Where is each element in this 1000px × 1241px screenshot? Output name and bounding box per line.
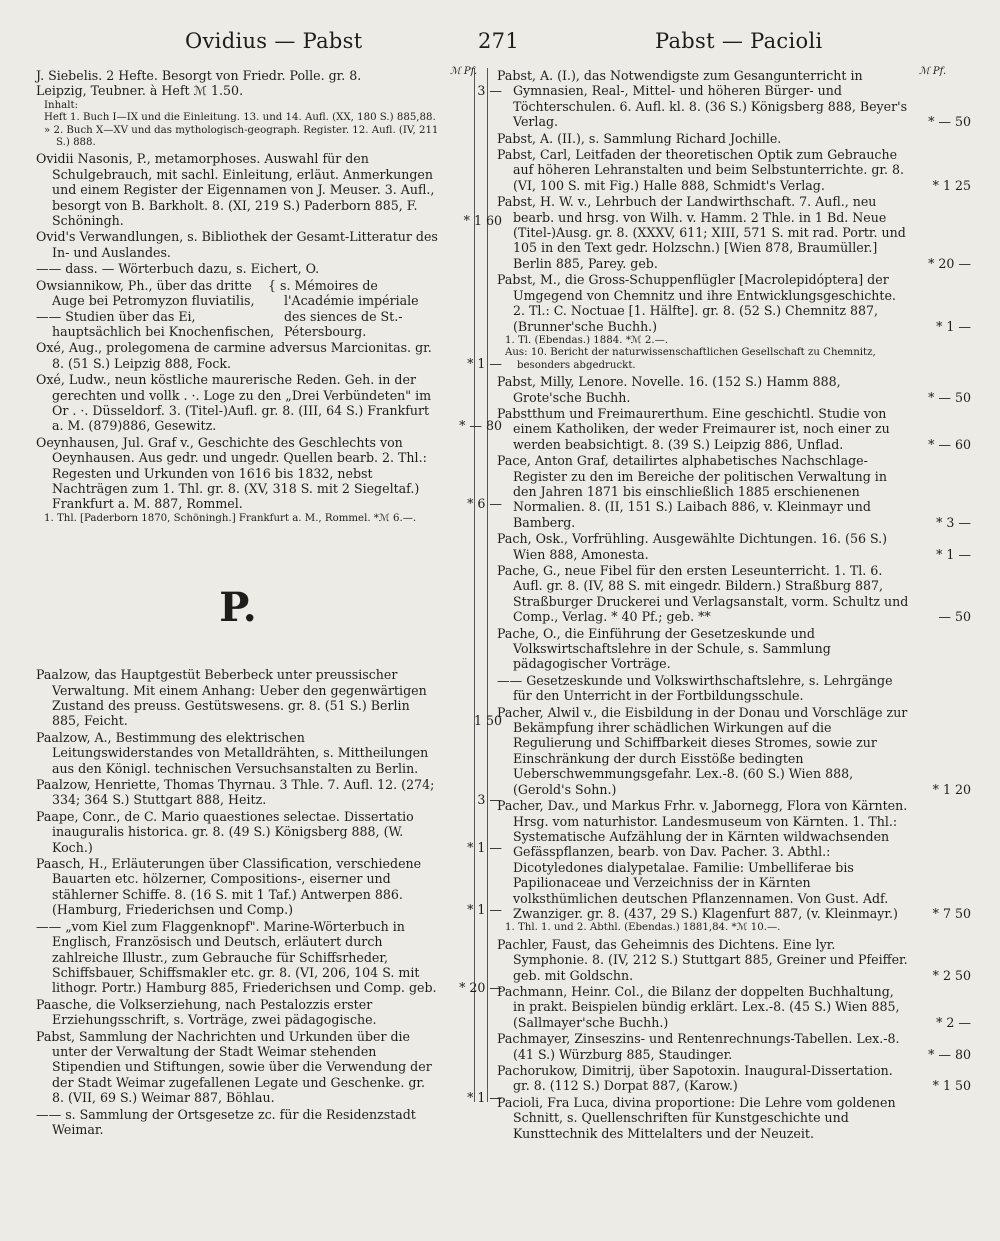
- catalog-entry: [497, 194, 971, 271]
- catalog-entry: [36, 261, 440, 276]
- catalog-entry: [497, 1031, 971, 1062]
- catalog-entry: [497, 453, 971, 530]
- catalog-entry: [36, 434, 502, 512]
- entry-text: Owsiannikow, Ph., über das dritte Auge bei Petromyzon fluviatilis,: [36, 277, 255, 309]
- catalog-entry: [497, 1063, 971, 1094]
- price: 3 —: [477, 83, 502, 99]
- entry-text: Pabst, Sammlung der Nachrichten und Urkunden über die unter der Verwaltung der Stadt Weimar stehenden Stipendien und Stiftungen, sowie über die Verwendung der der Stadt Weimar zugefallenen Legate und Geschenke. gr. 8. (VII, 69 S.) Weimar 887, Böhlau.: [36, 1028, 432, 1106]
- entry-text: Pacioli, Fra Luca, divina proportione: Die Lehre vom goldenen Schnitt, s. Quellenschriften für Kunstgeschichte und Kunsttechnik des Mittelalters und der Neuzeit.: [497, 1094, 896, 1141]
- price: * 1 —: [467, 1090, 502, 1106]
- entry-text: —— Gesetzeskunde und Volkswirthschaftslehre, s. Lehrgänge für den Unterricht in der Fortbildungsschule.: [497, 672, 893, 704]
- left-column: [36, 68, 502, 1138]
- entry-text: Pabst, Carl, Leitfaden der theoretischen Optik zum Gebrauche auf höheren Lehranstalten und beim Selbstunterrichte. gr. 8. (VI, 100 S. mit Fig.) Halle 888, Schmidt's Verlag.: [497, 147, 905, 193]
- entry-text: 1. Thl. [Paderborn 1870, Schöningh.] Frankfurt a. M., Rommel. *ℳ 6.—.: [44, 512, 417, 524]
- price: 3 —: [477, 792, 502, 808]
- price: * — 60: [928, 436, 971, 452]
- entry-note: [505, 922, 909, 934]
- catalog-entry: [497, 798, 971, 921]
- price: — 50: [938, 609, 971, 625]
- catalog-entry: [36, 68, 502, 99]
- catalog-entry: [36, 777, 502, 808]
- catalog-entry: [497, 704, 971, 797]
- price: * 2 —: [936, 1014, 971, 1030]
- entry-text: Pace, Anton Graf, detailirtes alphabetisches Nachschlage-Register zu den im Bereiche der politischen Verwaltung in den Jahren 1871 bis einschließlich 1885 erschienenen Normalien. 8. (II, 151 S.) Laibach 886, v. Kleinmayr und Bamberg.: [497, 453, 887, 530]
- entry-text: 1. Tl. (Ebendas.) 1884. *ℳ 2.—.: [505, 334, 669, 346]
- price: * 6 —: [467, 496, 502, 512]
- entry-text: Pach, Osk., Vorfrühling. Ausgewählte Dichtungen. 16. (56 S.) Wien 888, Amonesta.: [497, 531, 888, 562]
- catalog-entry: [36, 808, 502, 855]
- catalog-entry: [497, 936, 971, 983]
- price: * — 50: [928, 114, 971, 130]
- catalog-entry: [497, 626, 909, 672]
- price: * 1 —: [467, 902, 502, 918]
- entry-text: Pache, G., neue Fibel für den ersten Leseunterricht. 1. Tl. 6. Aufl. gr. 8. (IV, 88 S. mit eingedr. Bildern.) Straßburg 887, Straßburger Druckerei und Verlagsanstalt, vorm. Schultz und Comp., Verlag. * 40 Pf.; geb. **: [497, 563, 909, 625]
- price: * 7 50: [932, 905, 971, 921]
- catalog-entry: [36, 340, 502, 371]
- running-head-left: Ovidius — Pabst: [185, 29, 363, 53]
- entry-text: Pachmann, Heinr. Col., die Bilanz der doppelten Buchhaltung, in prakt. Beispielen bündig erklärt. Lex.-8. (45 S.) Wien 885, (Sallmayer'sche Buchh.): [497, 983, 900, 1030]
- catalog-entry: [497, 374, 971, 405]
- catalog-entry: [497, 147, 971, 193]
- catalog-entry: [497, 1095, 909, 1141]
- catalog-entry: [36, 1107, 440, 1138]
- price: * 2 50: [932, 967, 971, 983]
- price: * 20 —: [928, 255, 971, 271]
- entry-note: [44, 100, 440, 150]
- entry-text: Pabstthum und Freimaurerthum. Eine geschichtl. Studie von einem Katholiken, der weder Freimaurer ist, noch einer zu werden beabsichtigt. 8. (39 S.) Leipzig 886, Unflad.: [497, 405, 890, 452]
- entry-text: —— Studien über das Ei, hauptsächlich bei Knochenfischen,: [36, 308, 275, 339]
- entry-text: Pabst, Milly, Lenore. Novelle. 16. (152 S.) Hamm 888, Grote'sche Buchh.: [497, 374, 841, 405]
- entry-text: Oxé, Aug., prolegomena de carmine adversus Marcionitas. gr. 8. (51 S.) Leipzig 888, Fock.: [36, 340, 432, 371]
- catalog-entry: [36, 278, 440, 340]
- price: * 20 —: [459, 980, 502, 996]
- entry-text: Pabst, A. (II.), s. Sammlung Richard Jochille.: [497, 130, 782, 146]
- entry-text: Pacher, Dav., und Markus Frhr. v. Jabornegg, Flora von Kärnten. Hrsg. vom naturhistor. Landesmuseum von Kärnten. 1. Thl.: Systematische Aufzählung der in Kärnten wildwachsenden Gefässpflanzen, bearb. von Dav. Pacher. 3. Abthl.: Dicotyledones dialypetalae. Familie: Umbelliferae bis Papilionaceae und Verzeichniss der in Kärnten volksthümlichen deutschen Pflanzennamen. Von Gust. Adf. Zwanziger. gr. 8. (437, 29 S.) Klagenfurt 887, (v. Kleinmayr.): [497, 798, 908, 921]
- catalog-entry: [36, 730, 440, 776]
- price: * 1 —: [936, 546, 971, 562]
- entry-text: Paasche, die Volkserziehung, nach Pestalozzis erster Erziehungsschrift, s. Vorträge, zwei pädagogische.: [36, 996, 377, 1028]
- catalog-entry: [36, 229, 440, 260]
- entry-text: —— s. Sammlung der Ortsgesetze zc. für die Residenzstadt Weimar.: [36, 1106, 416, 1137]
- brace-note: { s. Mémoires de l'Académie impériale des siences de St.-Pétersbourg.: [268, 277, 419, 339]
- catalog-entry: [497, 405, 971, 452]
- entry-text: Paasch, H., Erläuterungen über Classification, verschiedene Bauarten etc. hölzerner, Compositions-, eiserner und stählerner Schiffe. 8. (16 S. mit 1 Taf.) Antwerpen 886. (Hamburg, Friederichsen und Comp.): [36, 856, 422, 918]
- running-head-right: Pabst — Pacioli: [655, 29, 823, 53]
- price: * 1 —: [467, 839, 502, 855]
- entry-text: Pacher, Alwil v., die Eisbildung in der Donau und Vorschläge zur Bekämpfung ihrer schädlichen Wirkungen auf die Regulierung und Schiffbarkeit dieses Stromes, sowie zur Einschränkung der durch Eisstöße bedingten Ueberschwemmungsgefahr. Lex.-8. (60 S.) Wien 888, (Gerold's Sohn.): [497, 704, 908, 797]
- price: * 1 60: [463, 213, 502, 229]
- entry-note: [505, 335, 909, 372]
- catalog-entry: [36, 372, 502, 434]
- price: * 1 —: [936, 318, 971, 334]
- entry-text: Aus: 10. Bericht der naturwissenschaftlichen Gesellschaft zu Chemnitz, besonders abgedruckt.: [505, 347, 876, 371]
- entry-text: Paalzow, A., Bestimmung des elektrischen Leitungswiderstandes von Metalldrähten, s. Mittheilungen aus den Königl. technischen Versuchsanstalten zu Berlin.: [36, 729, 429, 776]
- catalog-entry: [36, 151, 502, 229]
- price: * 3 —: [936, 514, 971, 530]
- entry-text: Ovidii Nasonis, P., metamorphoses. Auswahl für den Schulgebrauch, mit sachl. Einleitung, erläut. Anmerkungen und einem Register der Eigennamen von J. Meuser. 3. Aufl., besorgt von B. Barkholt. 8. (XI, 219 S.) Paderborn 885, F. Schöningh.: [36, 151, 435, 229]
- catalog-entry: [497, 131, 909, 146]
- price: * 1 25: [932, 177, 971, 193]
- price: * 1 50: [932, 1078, 971, 1094]
- catalog-entry: [497, 563, 971, 625]
- catalog-entry: [497, 272, 971, 334]
- catalog-entry: [497, 673, 909, 704]
- entry-text: Pache, O., die Einführung der Gesetzeskunde und Volkswirtschaftslehre in der Schule, s. Sammlung pädagogischer Vorträge.: [497, 625, 831, 672]
- catalog-entry: [36, 667, 502, 729]
- entry-text: Pachler, Faust, das Geheimnis des Dichtens. Eine lyr. Symphonie. 8. (IV, 212 S.) Stuttgart 885, Greiner und Pfeiffer. geb. mit Goldschn.: [497, 936, 908, 983]
- entry-text: Inhalt:: [44, 99, 79, 111]
- price: * — 80: [928, 1046, 971, 1062]
- entry-text: Leipzig, Teubner. à Heft ℳ 1.50.: [36, 83, 244, 99]
- entry-text: Heft 1. Buch I—IX und die Einleitung. 13. und 14. Aufl. (XX, 180 S.) 885,88.: [44, 112, 436, 124]
- entry-text: » 2. Buch X—XV und das mythologisch-geograph. Register. 12. Aufl. (IV, 211 S.) 888.: [44, 124, 439, 149]
- entry-text: Oxé, Ludw., neun köstliche maurerische Reden. Geh. in der gerechten und vollk . ·. Loge zu den „Drei Verbündeten" im Or . ·. Düsseldorf. 3. (Titel-)Aufl. gr. 8. (III, 64 S.) Frankfurt a. M. (879)886, Gesewitz.: [36, 372, 432, 434]
- entry-text: Paalzow, das Hauptgestüt Beberbeck unter preussischer Verwaltung. Mit einem Anhang: Ueber den gegenwärtigen Zustand des preuss. Gestütswesens. gr. 8. (51 S.) Berlin 885, Feicht.: [36, 667, 427, 729]
- entry-note: [44, 513, 440, 525]
- book-page: Ovidius — Pabst 271 Pabst — Pacioli ℳ Pf. ℳ Pf. J. Siebelis. 2 Hefte. Besorgt von Friedr. Polle. gr. 8. Leipzig, Teubner. à Heft ℳ 1.50. 3 — Inhalt: Heft 1. Buch I—IX und die Einleitung. 13. und 14. Aufl. (XX, 180 S.) 885,88. » 2. Buch X—XV und das mythologisch-geograph. Register. 12. Aufl. (IV, 211 S.) 888. Ovidii Nasonis, P., metamorphoses. Auswahl für den Schulgebrauch, mit sachl. Einleitung, erläut. Anmerkungen und einem Register der Eigennamen von J. Meuser. 3. Aufl., besorgt von B. Barkholt. 8. (XI, 219 S.) Paderborn 885, F. Schöningh. * 1 60 Ovid's Verwandlungen, s. Bibliothek der Gesamt-Litteratur des In- und Auslandes. —— dass. — Wörterbuch dazu, s. Eichert, O. Owsiannikow, Ph., über das dritte Auge bei Petromyzon fluviatilis, —— Studien über das Ei, hauptsächlich bei Knochenfischen, { s. Mémoires de l'Académie impériale des siences de St.-Pétersbourg. Oxé, Aug., prolegomena de carmine adversus Marcionitas. gr. 8. (51 S.) Leipzig 888, Fock. * 1 — Oxé, Ludw., neun köstliche maurerische Reden. Geh. in der gerechten und vollk . ·. Loge zu den „Drei Verbündeten" im Or . ·. Düsseldorf. 3. (Titel-)Aufl. gr. 8. (III, 64 S.) Frankfurt a. M. (879)886, Gesewitz. * — 80 Oeynhausen, Jul. Graf v., Geschichte des Geschlechts von Oeynhausen. Aus gedr. und ungedr. Quellen bearb. 2. Thl.: Regesten und Urkunden von 1616 bis 1832, nebst Nachträgen zum 1. Thl. gr. 8. (XV, 318 S. mit 2 Siegeltaf.) Frankfurt a. M. 887, Rommel. * 6 — 1. Thl. [Paderborn 1870, Schöningh.] Frankfurt a. M., Rommel. *ℳ 6.—. P. Paalzow, das Hauptgestüt Beberbeck unter preussischer Verwaltung. Mit einem Anhang: Ueber den gegenwärtigen Zustand des preuss. Gestütswesens. gr. 8. (51 S.) Berlin 885, Feicht. 1 50 Paalzow, A., Bestimmung des elektrischen Leitungswiderstandes von Metalldrähten, s. Mittheilungen aus den Königl. technischen Versuchsanstalten zu Berlin. Paalzow, Henriette, Thomas Thyrnau. 3 Thle. 7. Aufl. 12. (274; 334; 364 S.) Stuttgart 888, Heitz. 3 — Paape, Conr., de C. Mario quaestiones selectae. Dissertatio inauguralis historica. gr. 8. (49 S.) Königsberg 888, (W. Koch.) * 1 — Paasch, H., Erläuterungen über Classification, verschiedene Bauarten etc. hölzerner, Compositions-, eiserner und stählerner Schiffe. 8. (16 S. mit 1 Taf.) Antwerpen 886. (Hamburg, Friederichsen und Comp.) * 1 — —— „vom Kiel zum Flaggenknopf". Marine-Wörterbuch in Englisch, Französisch und Deutsch, erläutert durch zahlreiche Illustr., zum Gebrauche für Schiffsrheder, Schiffsbauer, Schiffsmakler etc. gr. 8. (VI, 206, 104 S. mit lithogr. Portr.) Hamburg 885, Friederichsen und Comp. geb. * 20 — Paasche, die Volkserziehung, nach Pestalozzis erster Erziehungsschrift, s. Vorträge, zwei pädagogische. Pabst, Sammlung der Nachrichten und Urkunden über die unter der Verwaltung der Stadt Weimar stehenden Stipendien und Stiftungen, sowie über die Verwendung der der Stadt Weimar zugefallenen Legate und Geschenke. gr. 8. (VII, 69 S.) Weimar 887, Böhlau. * 1 — —— s. Sammlung der Ortsgesetze zc. für die Residenzstadt Weimar. Pabst, A. (I.), das Notwendigste zum Gesangunterricht in Gymnasien, Real-, Mittel- und höheren Bürger- und Töchterschulen. 6. Aufl. kl. 8. (36 S.) Königsberg 888, Beyer's Verlag. * — 50 Pabst, A. (II.), s. Sammlung Richard Jochille. Pabst, Carl, Leitfaden der theoretischen Optik zum Gebrauche auf höheren Lehranstalten und beim Selbstunterrichte. gr. 8. (VI, 100 S. mit Fig.) Halle 888, Schmidt's Verlag. * 1 25 Pabst, H. W. v., Lehrbuch der Landwirthschaft. 7. Aufl., neu bearb. und hrsg. von Wilh. v. Hamm. 2 Thle. in 1 Bd. Neue (Titel-)Ausg. gr. 8. (XXXV, 611; XIII, 571 S. mit rad. Portr. und 105 in den Text gedr. Holzschn.) [Wien 878, Braumüller.] Berlin 885, Parey. geb. * 20 — Pabst, M., die Gross-Schuppenflügler [Macrolepidóptera] der Umgegend von Chemnitz und ihre Entwicklungsgeschichte. 2. Tl.: C. Noctuae [1. Hälfte]. gr. 8. (52 S.) Chemnitz 887, (Brunner'sche Buchh.) * 1 — 1. Tl. (Ebendas.) 1884. *ℳ 2.—. Aus: 10. Bericht der naturwissenschaftlichen Gesellschaft zu Chemnitz, besonders abgedruckt. Pabst, Milly, Lenore. Novelle. 16. (152 S.) Hamm 888, Grote'sche Buchh. * — 50 Pabstthum und Freimaurerthum. Eine geschichtl. Studie von einem Katholiken, der weder Freimaurer ist, noch einer zu werden beabsichtigt. 8. (39 S.) Leipzig 886, Unflad. * — 60 Pace, Anton Graf, detailirtes alphabetisches Nachschlage-Register zu den im Bereiche der politischen Verwaltung in den Jahren 1871 bis einschließlich 1885 erschienenen Normalien. 8. (II, 151 S.) Laibach 886, v. Kleinmayr und Bamberg. * 3 — Pach, Osk., Vorfrühling. Ausgewählte Dichtungen. 16. (56 S.) Wien 888, Amonesta. * 1 — Pache, G., neue Fibel für den ersten Leseunterricht. 1. Tl. 6. Aufl. gr. 8. (IV, 88 S. mit eingedr. Bildern.) Straßburg 887, Straßburger Druckerei und Verlagsanstalt, vorm. Schultz und Comp., Verlag. * 40 Pf.; geb. ** — 50 Pache, O., die Einführung der Gesetzeskunde und Volkswirtschaftslehre in der Schule, s. Sammlung pädagogischer Vorträge. —— Gesetzeskunde und Volkswirthschaftslehre, s. Lehrgänge für den Unterricht in der Fortbildungsschule. Pacher, Alwil v., die Eisbildung in der Donau und Vorschläge zur Bekämpfung ihrer schädlichen Wirkungen auf die Regulierung und Schiffbarkeit dieses Stromes, sowie zur Einschränkung der durch Eisstöße bedingten Ueberschwemmungsgefahr. Lex.-8. (60 S.) Wien 888, (Gerold's Sohn.) * 1 20 Pacher, Dav., und Markus Frhr. v. Jabornegg, Flora von Kärnten. Hrsg. vom naturhistor. Landesmuseum von Kärnten. 1. Thl.: Systematische Aufzählung der in Kärnten wildwachsenden Gefässpflanzen, bearb. von Dav. Pacher. 3. Abthl.: Dicotyledones dialypetalae. Familie: Umbelliferae bis Papilionaceae und Verzeichniss der in Kärnten volksthümlichen deutschen Pflanzennamen. Von Gust. Adf. Zwanziger. gr. 8. (437, 29 S.) Klagenfurt 887, (v. Kleinmayr.) * 7 50 1. Thl. 1. und 2. Abthl. (Ebendas.) 1881,84. *ℳ 10.—. Pachler, Faust, das Geheimnis des Dichtens. Eine lyr. Symphonie. 8. (IV, 212 S.) Stuttgart 885, Greiner und Pfeiffer. geb. mit Goldschn. * 2 50 Pachmann, Heinr. Col., die Bilanz der doppelten Buchhaltung, in prakt. Beispielen bündig erklärt. Lex.-8. (45 S.) Wien 885, (Sallmayer'sche Buchh.) * 2 — Pachmayer, Zinseszins- und Rentenrechnungs-Tabellen. Lex.-8. (41 S.) Würzburg 885, Staudinger. * — 80 Pachorukow, Dimitrij, über Sapotoxin. Inaugural-Dissertation. gr. 8. (112 S.) Dorpat 887, (Karow.) * 1 50 Pacioli, Fra Luca, divina proportione: Die Lehre vom goldenen Schnitt, s. Quellenschriften für Kunstgeschichte und Kunsttechnik des Mittelalters und der Neuzeit.: [0, 0, 1000, 1241]
- price: * 1 —: [467, 355, 502, 371]
- price: * — 50: [928, 389, 971, 405]
- catalog-entry: [497, 68, 971, 130]
- price: * — 80: [459, 418, 502, 434]
- entry-text: Pabst, A. (I.), das Notwendigste zum Gesangunterricht in Gymnasien, Real-, Mittel- und höheren Bürger- und Töchterschulen. 6. Aufl. kl. 8. (36 S.) Königsberg 888, Beyer's Verlag.: [497, 68, 908, 130]
- page-number: 271: [478, 29, 519, 53]
- entry-text: —— „vom Kiel zum Flaggenknopf". Marine-Wörterbuch in Englisch, Französisch und Deutsch, erläutert durch zahlreiche Illustr., zum Gebrauche für Schiffsrheder, Schiffsbauer, Schiffsmakler etc. gr. 8. (VI, 206, 104 S. mit lithogr. Portr.) Hamburg 885, Friederichsen und Comp. geb.: [36, 918, 437, 996]
- entry-text: Pabst, M., die Gross-Schuppenflügler [Macrolepidóptera] der Umgegend von Chemnitz und ihre Entwicklungsgeschichte. 2. Tl.: C. Noctuae [1. Hälfte]. gr. 8. (52 S.) Chemnitz 887, (Brunner'sche Buchh.): [497, 272, 896, 334]
- price: 1 50: [473, 713, 502, 729]
- catalog-entry: [36, 918, 502, 996]
- entry-text: Ovid's Verwandlungen, s. Bibliothek der Gesamt-Litteratur des In- und Auslandes.: [36, 229, 438, 260]
- entry-text: Paape, Conr., de C. Mario quaestiones selectae. Dissertatio inauguralis historica. gr. 8. (49 S.) Königsberg 888, (W. Koch.): [36, 808, 414, 855]
- entry-text: Paalzow, Henriette, Thomas Thyrnau. 3 Thle. 7. Aufl. 12. (274; 334; 364 S.) Stuttgart 888, Heitz.: [36, 777, 435, 808]
- entry-text: J. Siebelis. 2 Hefte. Besorgt von Friedr. Polle. gr. 8.: [36, 68, 362, 83]
- entry-text: Oeynhausen, Jul. Graf v., Geschichte des Geschlechts von Oeynhausen. Aus gedr. und ungedr. Quellen bearb. 2. Thl.: Regesten und Urkunden von 1616 bis 1832, nebst Nachträgen zum 1. Thl. gr. 8. (XV, 318 S. mit 2 Siegeltaf.) Frankfurt a. M. 887, Rommel.: [36, 434, 427, 512]
- price: * 1 20: [932, 781, 971, 797]
- entry-text: 1. Thl. 1. und 2. Abthl. (Ebendas.) 1881,84. *ℳ 10.—.: [505, 922, 781, 934]
- catalog-entry: [497, 531, 971, 562]
- entry-text: Pabst, H. W. v., Lehrbuch der Landwirthschaft. 7. Aufl., neu bearb. und hrsg. von Wilh. v. Hamm. 2 Thle. in 1 Bd. Neue (Titel-)Ausg. gr. 8. (XXXV, 611; XIII, 571 S. mit rad. Portr. und 105 in den Text gedr. Holzschn.) [Wien 878, Braumüller.] Berlin 885, Parey. geb.: [497, 194, 906, 271]
- catalog-entry: [497, 983, 971, 1030]
- catalog-entry: [36, 1028, 502, 1106]
- entry-text: Pachmayer, Zinseszins- und Rentenrechnungs-Tabellen. Lex.-8. (41 S.) Würzburg 885, Staudinger.: [497, 1031, 900, 1062]
- entry-text: Pachorukow, Dimitrij, über Sapotoxin. Inaugural-Dissertation. gr. 8. (112 S.) Dorpat 887, (Karow.): [497, 1063, 893, 1094]
- entry-text: —— dass. — Wörterbuch dazu, s. Eichert, O.: [36, 261, 320, 277]
- section-letter: P.: [219, 584, 257, 632]
- catalog-entry: [36, 856, 502, 918]
- catalog-entry: [36, 997, 440, 1028]
- right-column: [497, 68, 971, 1142]
